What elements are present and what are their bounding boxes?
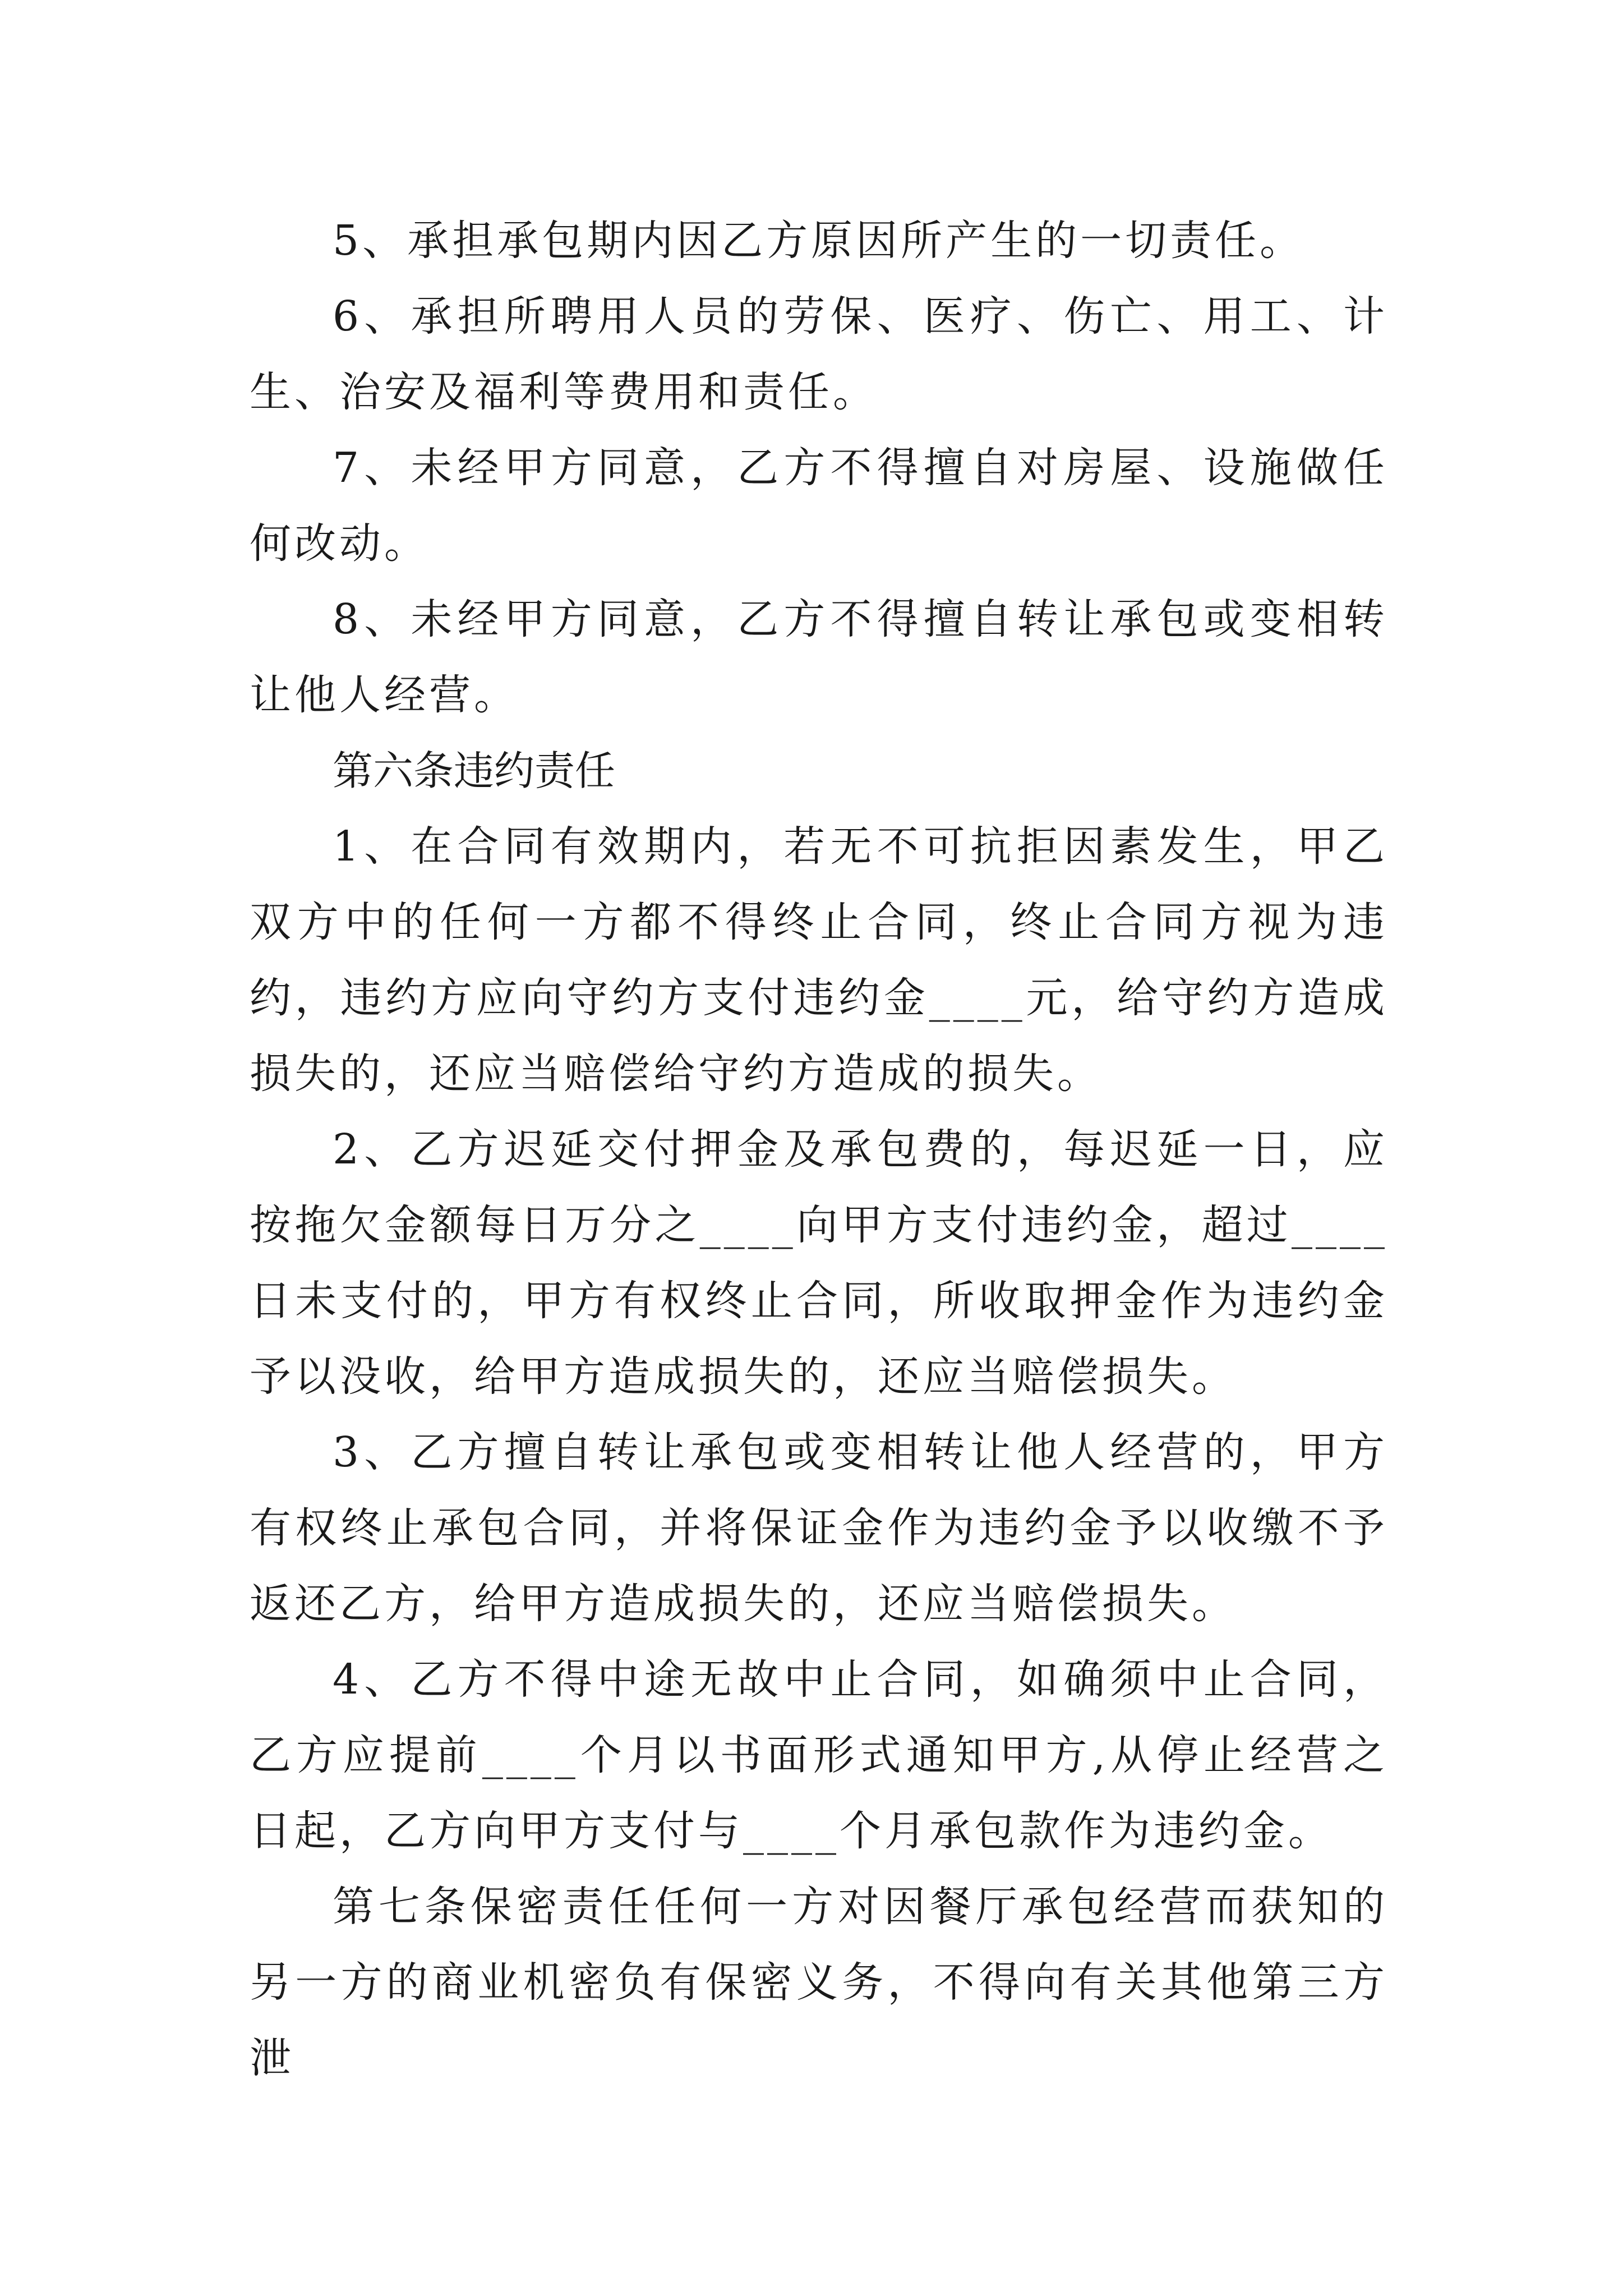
article-7-paragraph: 第七条保密责任任何一方对因餐厅承包经营而获知的另一方的商业机密负有保密义务，不得向有关其他第三方泄 xyxy=(250,1883,1388,2082)
clause-6-paragraph: 6、承担所聘用人员的劳保、医疗、伤亡、用工、计生、治安及福利等费用和责任。 xyxy=(250,292,1388,416)
document-body xyxy=(250,203,1388,2096)
breach-clause-4-paragraph: 4、乙方不得中途无故中止合同，如确须中止合同，乙方应提前____个月以书面形式通知甲方,从停止经营之日起，乙方向甲方支付与____个月承包款作为违约金。 xyxy=(250,1655,1388,1855)
breach-clause-1-paragraph: 1、在合同有效期内，若无不可抗拒因素发生，甲乙双方中的任何一方都不得终止合同，终止合同方视为违约，违约方应向守约方支付违约金____元，给守约方造成损失的，还应当赔偿给守约方造成的损失。 xyxy=(250,822,1388,1098)
clause-8-paragraph: 8、未经甲方同意，乙方不得擅自转让承包或变相转让他人经营。 xyxy=(250,595,1388,719)
breach-clause-2-paragraph: 2、乙方迟延交付押金及承包费的，每迟延一日，应按拖欠金额每日万分之____向甲方支付违约金，超过____日未支付的，甲方有权终止合同，所收取押金作为违约金予以没收，给甲方造成损失的，还应当赔偿损失。 xyxy=(250,1125,1388,1401)
clause-7-paragraph: 7、未经甲方同意，乙方不得擅自对房屋、设施做任何改动。 xyxy=(250,444,1388,568)
breach-clause-3-paragraph: 3、乙方擅自转让承包或变相转让他人经营的，甲方有权终止承包合同，并将保证金作为违约金予以收缴不予返还乙方，给甲方造成损失的，还应当赔偿损失。 xyxy=(250,1428,1388,1628)
article-6-heading: 第六条违约责任 xyxy=(333,747,616,794)
clause-5-paragraph: 5、承担承包期内因乙方原因所产生的一切责任。 xyxy=(333,217,1305,265)
